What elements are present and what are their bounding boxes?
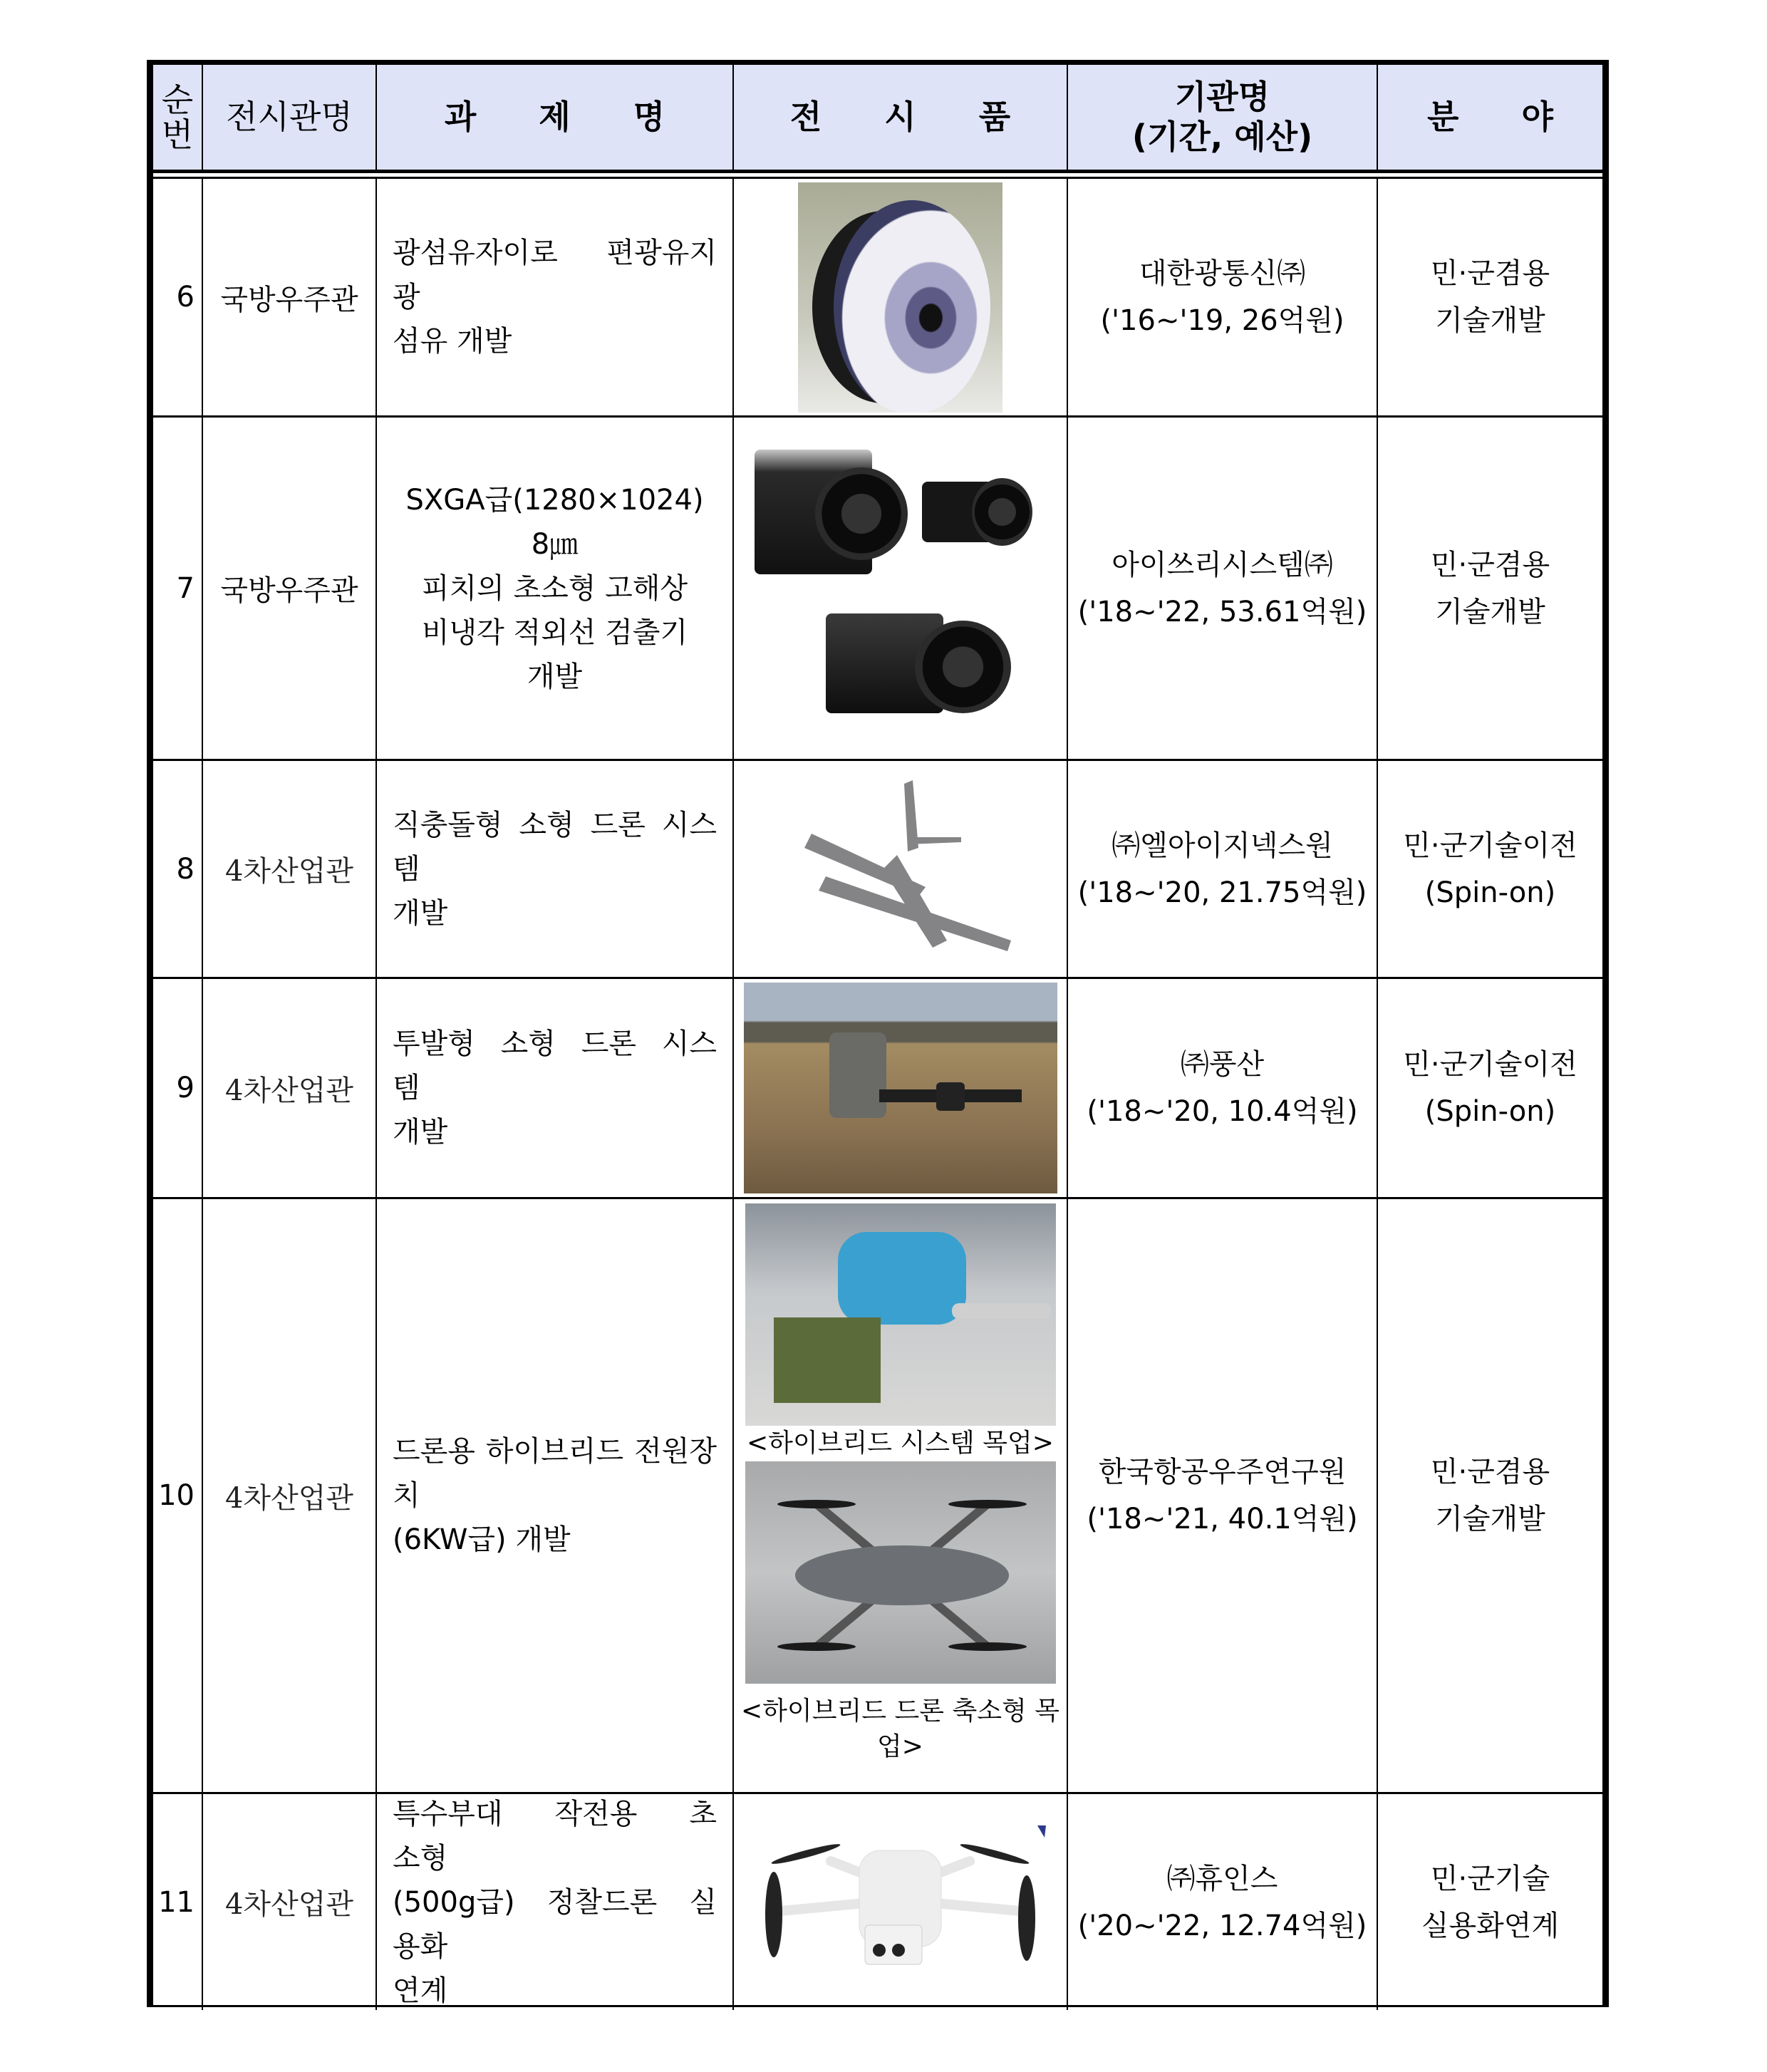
title-line: 광섬유자이로 편광유지광 bbox=[393, 237, 717, 314]
title-line: SXGA급(1280×1024) 8㎛ bbox=[405, 483, 704, 561]
row-number: 7 bbox=[153, 418, 203, 759]
hall-name: 국방우주관 bbox=[203, 179, 377, 415]
mini-recon-drone-photo bbox=[752, 1822, 1048, 1982]
hall-name: 4차산업관 bbox=[203, 1794, 377, 2010]
exhibit-photo-cell bbox=[734, 418, 1068, 759]
org-period-budget: ('16~'19, 26억원) bbox=[1100, 304, 1344, 337]
field-line1: 민·군기술 bbox=[1430, 1862, 1550, 1895]
project-title bbox=[377, 761, 734, 977]
hall-name: 4차산업관 bbox=[203, 761, 377, 977]
hall-name: 4차산업관 bbox=[203, 979, 377, 1197]
field bbox=[1378, 1794, 1602, 2010]
row-number: 6 bbox=[153, 179, 203, 415]
hybrid-system-mockup-photo bbox=[745, 1203, 1056, 1426]
caption-hybrid-system: <하이브리드 시스템 목업> bbox=[747, 1429, 1054, 1458]
project-title bbox=[377, 1199, 734, 1792]
field-line2: 기술개발 bbox=[1435, 1503, 1545, 1535]
title-line: 섬유 개발 bbox=[393, 325, 512, 358]
header-org bbox=[1068, 65, 1378, 170]
row-number: 9 bbox=[153, 979, 203, 1197]
title-line: 피치의 초소형 고해상 bbox=[421, 571, 688, 605]
field-line2: 실용화연계 bbox=[1421, 1909, 1560, 1942]
exhibit-photo-cell bbox=[734, 1199, 1068, 1792]
fixed-wing-drone-photo bbox=[783, 770, 1018, 969]
header-no bbox=[153, 65, 203, 170]
row-number: 10 bbox=[153, 1199, 203, 1792]
table-row bbox=[153, 979, 1602, 1199]
exhibit-photo-cell bbox=[734, 1794, 1068, 2010]
title-line: (6KW급) 개발 bbox=[393, 1523, 571, 1556]
header-org-line1: 기관명 bbox=[1174, 78, 1270, 117]
title-line: 드론용 하이브리드 전원장치 bbox=[393, 1435, 717, 1512]
field-line2: 기술개발 bbox=[1435, 595, 1545, 628]
org-period-budget: ('18~'22, 53.61억원) bbox=[1077, 595, 1367, 628]
row-number: 8 bbox=[153, 761, 203, 977]
exhibit-photo-cell bbox=[734, 179, 1068, 415]
title-line: 특수부대 작전용 초소형 bbox=[393, 1797, 717, 1875]
field bbox=[1378, 179, 1602, 415]
row-number: 11 bbox=[153, 1794, 203, 2010]
table-header bbox=[153, 65, 1602, 173]
field bbox=[1378, 761, 1602, 977]
hall-name: 4차산업관 bbox=[203, 1199, 377, 1792]
header-field: 분 야 bbox=[1427, 97, 1579, 136]
exhibit-table bbox=[147, 60, 1609, 2007]
org-name: 대한광통신㈜ bbox=[1139, 257, 1306, 290]
title-line: 개발 bbox=[393, 1116, 448, 1149]
title-line: (500g급) 정찰드론 실용화 bbox=[393, 1885, 717, 1963]
title-line: 연계 bbox=[393, 1974, 448, 2007]
exhibit-photo-cell bbox=[734, 761, 1068, 977]
organization bbox=[1068, 1794, 1378, 2010]
organization bbox=[1068, 179, 1378, 415]
title-line: 투발형 소형 드론 시스템 bbox=[393, 1027, 717, 1104]
table-row bbox=[153, 1794, 1602, 2010]
title-line: 개발 bbox=[393, 896, 448, 930]
header-hall: 전시관명 bbox=[203, 65, 377, 170]
field-line2: (Spin-on) bbox=[1424, 876, 1556, 909]
project-title bbox=[377, 179, 734, 415]
header-no-line1: 순 bbox=[161, 81, 194, 120]
table-row bbox=[153, 418, 1602, 761]
header-project: 과 제 명 bbox=[377, 65, 734, 170]
org-period-budget: ('18~'20, 10.4억원) bbox=[1087, 1095, 1358, 1128]
field-line1: 민·군기술이전 bbox=[1403, 829, 1577, 862]
header-org-line2: (기간, 예산) bbox=[1131, 117, 1313, 156]
header-no-line2: 번 bbox=[161, 115, 194, 154]
table-row bbox=[153, 761, 1602, 979]
optical-fiber-spool-photo bbox=[798, 182, 1002, 413]
field bbox=[1378, 979, 1602, 1197]
caption-hybrid-drone: <하이브리드 드론 축소형 목업> bbox=[740, 1697, 1060, 1761]
organization bbox=[1068, 1199, 1378, 1792]
field-line1: 민·군겸용 bbox=[1430, 1456, 1550, 1488]
field bbox=[1378, 418, 1602, 759]
organization bbox=[1068, 979, 1378, 1197]
project-title bbox=[377, 979, 734, 1197]
field-line1: 민·군기술이전 bbox=[1403, 1048, 1577, 1081]
header-exhibit: 전 시 품 bbox=[734, 65, 1068, 170]
table-row bbox=[153, 1199, 1602, 1794]
org-period-budget: ('18~'21, 40.1억원) bbox=[1087, 1503, 1358, 1535]
org-name: ㈜휴인스 bbox=[1166, 1862, 1278, 1895]
project-title bbox=[377, 418, 734, 759]
hybrid-drone-mockup-photo bbox=[745, 1461, 1056, 1684]
infrared-camera-modules-photo bbox=[747, 439, 1054, 738]
org-name: 아이쓰리시스템㈜ bbox=[1112, 548, 1333, 581]
field-line1: 민·군겸용 bbox=[1430, 257, 1550, 290]
hall-name: 국방우주관 bbox=[203, 418, 377, 759]
title-line: 직충돌형 소형 드론 시스템 bbox=[393, 808, 717, 886]
organization bbox=[1068, 761, 1378, 977]
org-name: ㈜풍산 bbox=[1180, 1048, 1265, 1081]
field-drone-system-photo bbox=[744, 983, 1057, 1193]
exhibit-photo-cell bbox=[734, 979, 1068, 1197]
organization bbox=[1068, 418, 1378, 759]
field-line2: (Spin-on) bbox=[1424, 1095, 1556, 1128]
org-period-budget: ('18~'20, 21.75억원) bbox=[1077, 876, 1367, 909]
field bbox=[1378, 1199, 1602, 1792]
title-line: 비냉각 적외선 검출기 bbox=[421, 616, 688, 649]
table-row bbox=[153, 179, 1602, 418]
org-name: 한국항공우주연구원 bbox=[1098, 1456, 1347, 1488]
title-line: 개발 bbox=[527, 660, 583, 693]
org-period-budget: ('20~'22, 12.74억원) bbox=[1077, 1909, 1367, 1942]
field-line1: 민·군겸용 bbox=[1430, 548, 1550, 581]
org-name: ㈜엘아이지넥스원 bbox=[1112, 829, 1333, 862]
project-title bbox=[377, 1794, 734, 2010]
field-line2: 기술개발 bbox=[1435, 304, 1545, 337]
